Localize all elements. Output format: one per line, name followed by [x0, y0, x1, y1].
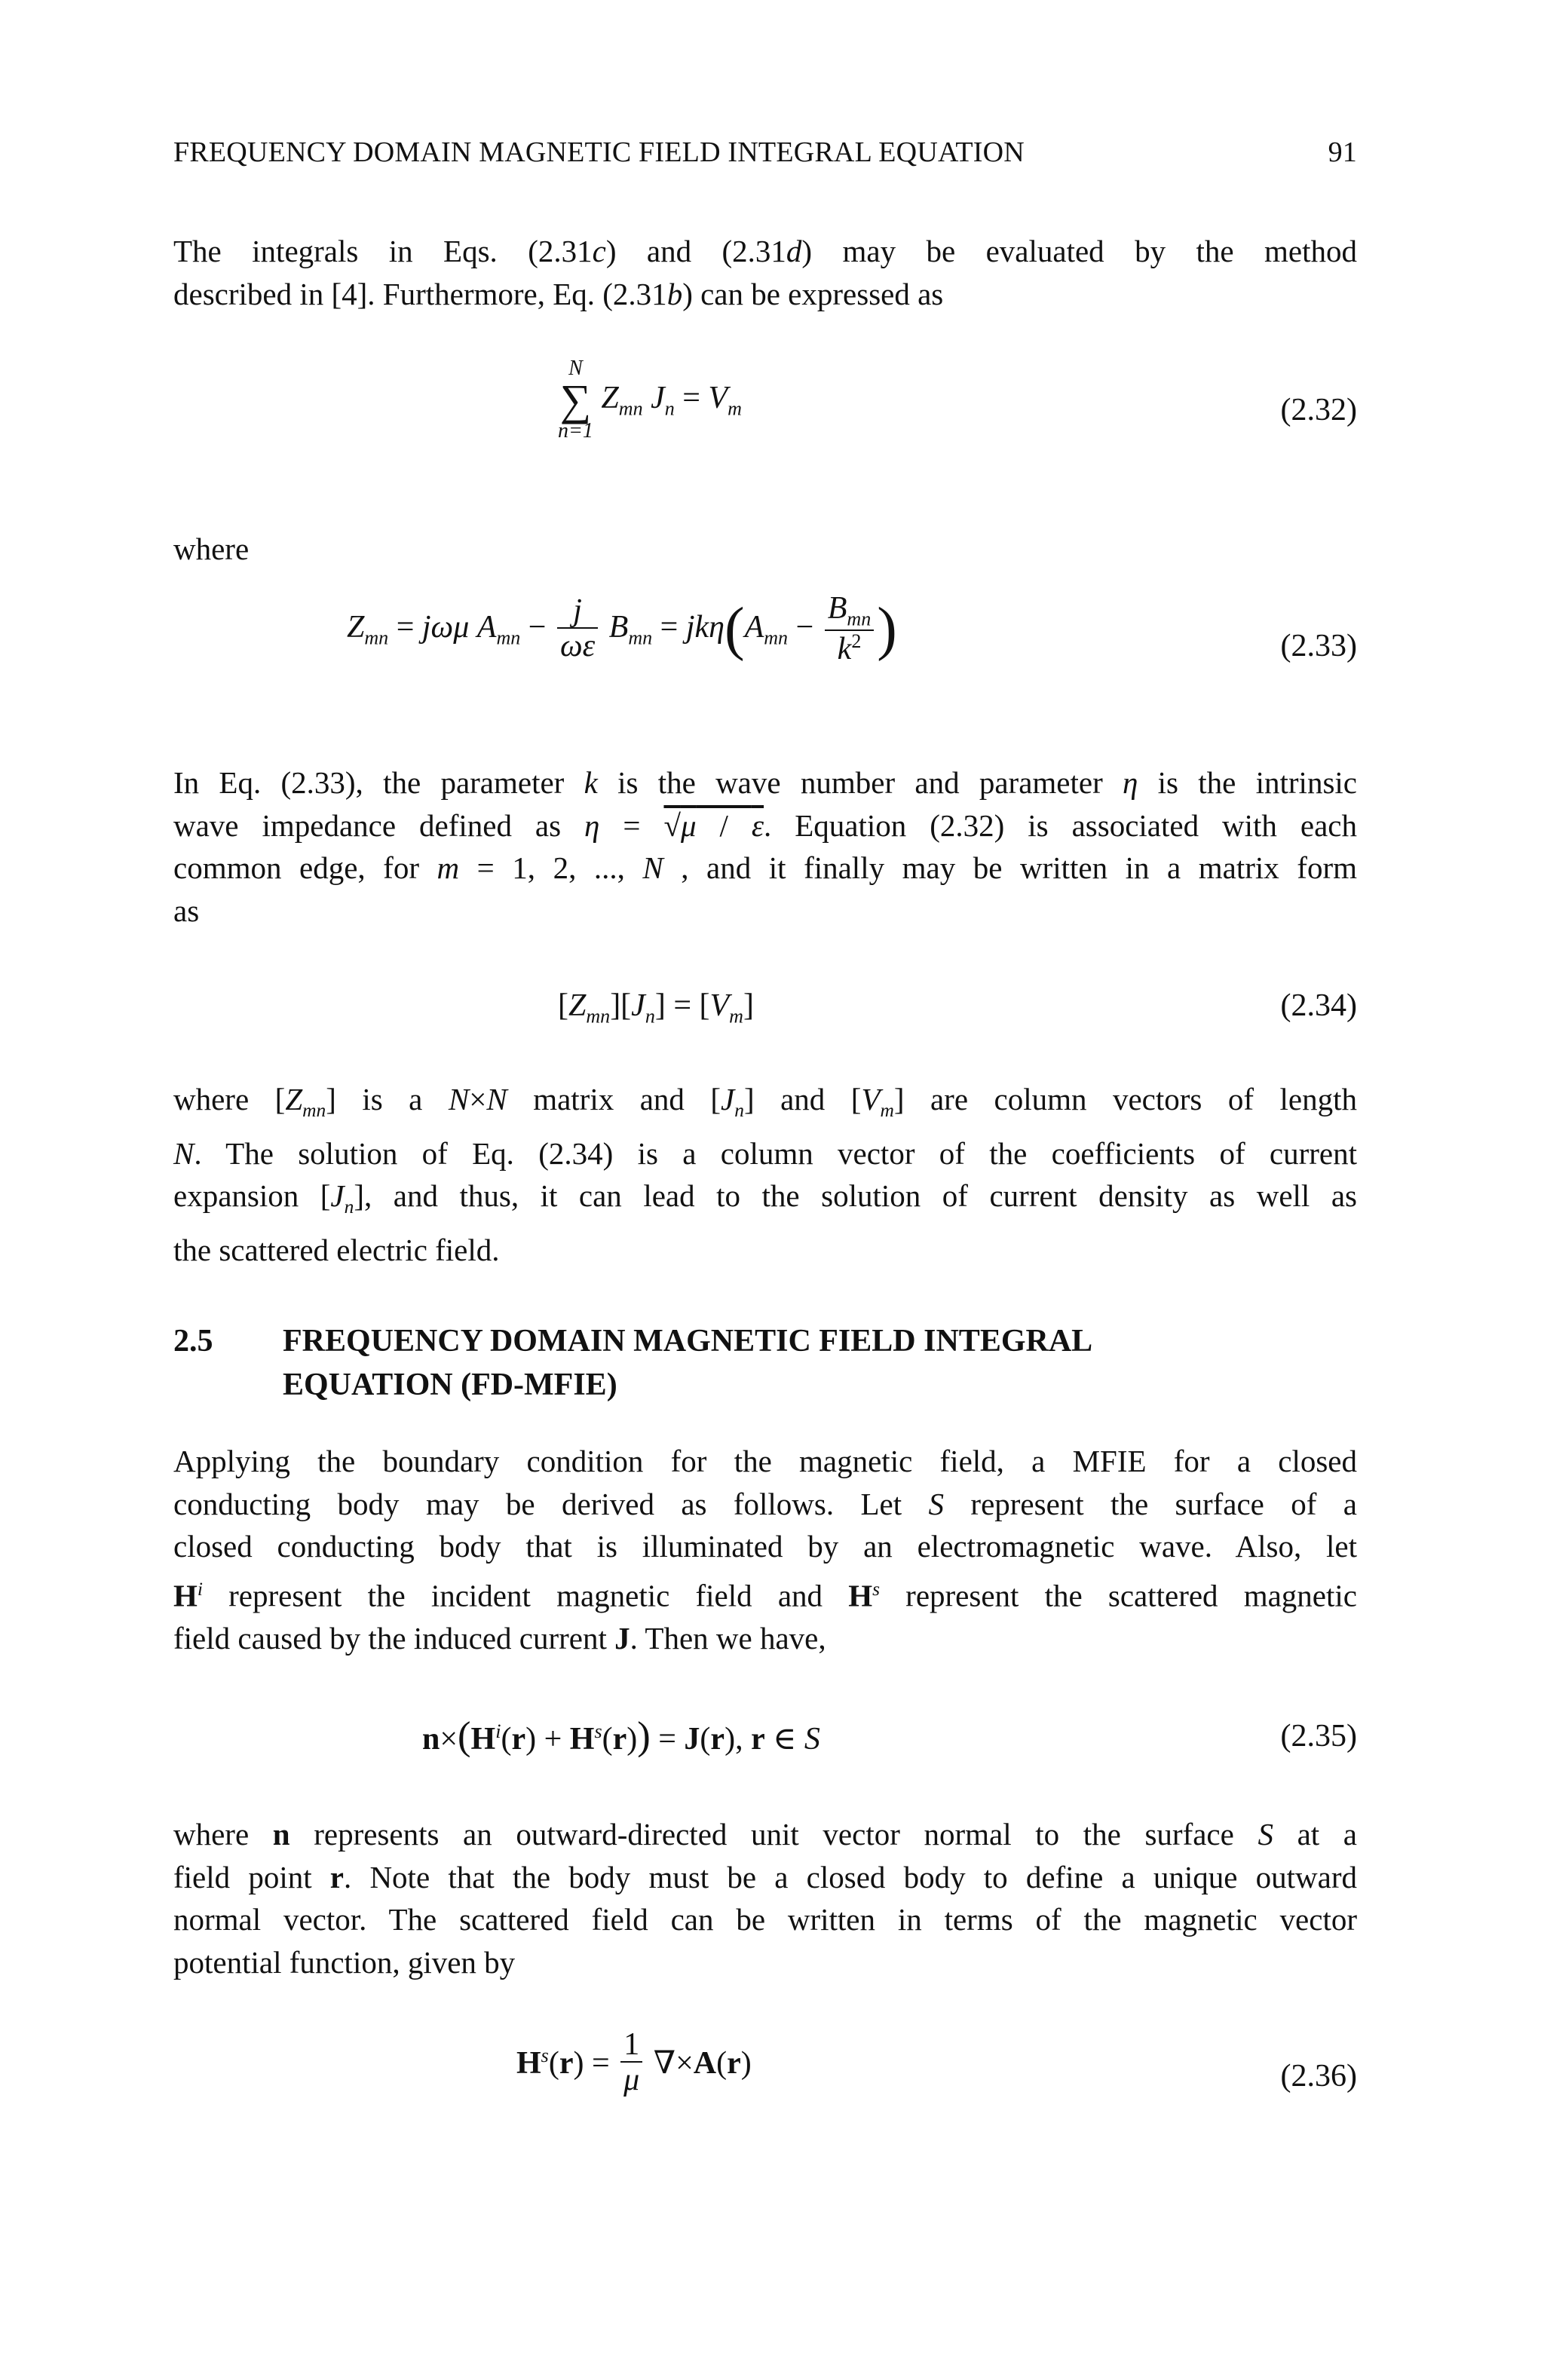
para2-line2: wave impedance defined as η = √μ / ε. Equation (2.32) is associated with each [173, 807, 1357, 843]
para3-line2: N. The solution of Eq. (2.34) is a column vector of the coefficients of current [173, 1135, 1357, 1171]
para3-line4: the scattered electric field. [173, 1232, 500, 1267]
paragraph-outward-normal [173, 1813, 1357, 1983]
eq235-expression: $n\times(H^i(r) + H^s(r)) = J(r)$, r ∈ S [422, 1714, 820, 1758]
para4-line5: field caused by the induced current J. Then we have, [173, 1620, 826, 1656]
summation-sign: N ∑ n=1 [558, 357, 593, 443]
eq234-number: (2.34) [1280, 988, 1357, 1023]
para2-line1: In Eq. (2.33), the parameter k is the wave number and parameter η is the intrinsic [173, 765, 1357, 800]
para5-line4: potential function, given by [173, 1944, 516, 1980]
eq235-number: (2.35) [1280, 1719, 1357, 1754]
eq236-number: (2.36) [1280, 2059, 1357, 2094]
paragraph-mfie-intro [173, 1440, 1357, 1659]
equation-2-36 [173, 2028, 1357, 2126]
para3-line1: where $[Z_{mn}]$ is a N×N matrix and $[J_n]$ and $[V_m]$ are column vectors of length [173, 1082, 1357, 1122]
where-label-1: where [173, 531, 250, 566]
para4-line3: closed conducting body that is illuminated by an electromagnetic wave. Also, let [173, 1529, 1357, 1564]
eq234-expression: $[Z_{mn}][J_n] = [V_m]$ [558, 988, 754, 1028]
paragraph-wave-impedance [173, 761, 1357, 932]
para4-line4: $H^i$ represent the incident magnetic field and $H^s$ represent the scattered magnetic [173, 1578, 1357, 1613]
para1-line2: described in [4]. Furthermore, Eq. (2.31b) can be expressed as [173, 276, 944, 311]
running-header [173, 136, 1357, 181]
page-number: 91 [1328, 136, 1357, 168]
section-heading-2-5 [173, 1319, 1357, 1417]
paragraph-matrix [173, 1078, 1357, 1271]
section-number: 2.5 [173, 1324, 213, 1358]
para4-line1: Applying the boundary condition for the magnetic field, a MFIE for a closed [173, 1444, 1357, 1478]
para5-line2: field point r. Note that the body must be a closed body to define a unique outward [173, 1859, 1357, 1895]
eq232-number: (2.32) [1280, 393, 1357, 427]
section-title: FREQUENCY DOMAIN MAGNETIC FIELD INTEGRAL EQUATION (FD-MFIE) [283, 1324, 1093, 1402]
eq233-number: (2.33) [1280, 629, 1357, 663]
para5-line1: where n represents an outward-directed unit vector normal to the surface S at a [173, 1817, 1357, 1852]
eq232-expression: N ∑ n=1 $Z_{mn}$ $J_n = V_m$ [558, 357, 742, 443]
para2-line3: common edge, for m = 1, 2, ..., N , and it finally may be written in a matrix form [173, 850, 1357, 885]
equation-2-34 [173, 980, 1357, 1040]
para1-line1: The integrals in Eqs. (2.31c) and (2.31d) may be evaluated by the method [173, 234, 1357, 268]
eq236-expression: $H^s(r)$ = $\frac{1}{\mu}$ ∇×A(r) [516, 2027, 752, 2098]
equation-2-32 [173, 358, 1357, 464]
equation-2-33 [173, 592, 1357, 690]
para5-line3: normal vector. The scattered field can be written in terms of the magnetic vector [173, 1902, 1357, 1937]
para4-line2: conducting body may be derived as follows. Let S represent the surface of a [173, 1486, 1357, 1521]
para3-line3: expansion $[J_n]$, and thus, it can lead to the solution of current density as well as [173, 1178, 1357, 1218]
paragraph-intro [173, 230, 1357, 315]
para2-line4: as [173, 893, 200, 928]
eq233-expression: $Z_{mn} = j\omega\mu$ $A_{mn}$ − $\frac{j}{\omega\varepsilon}$ $B_{mn} = jk\eta(A_{mn}$ − $\frac{B_{mn}}{k^2}$ ) [347, 591, 897, 666]
header-title: FREQUENCY DOMAIN MAGNETIC FIELD INTEGRAL EQUATION [173, 136, 1025, 168]
equation-2-35 [173, 1708, 1357, 1775]
